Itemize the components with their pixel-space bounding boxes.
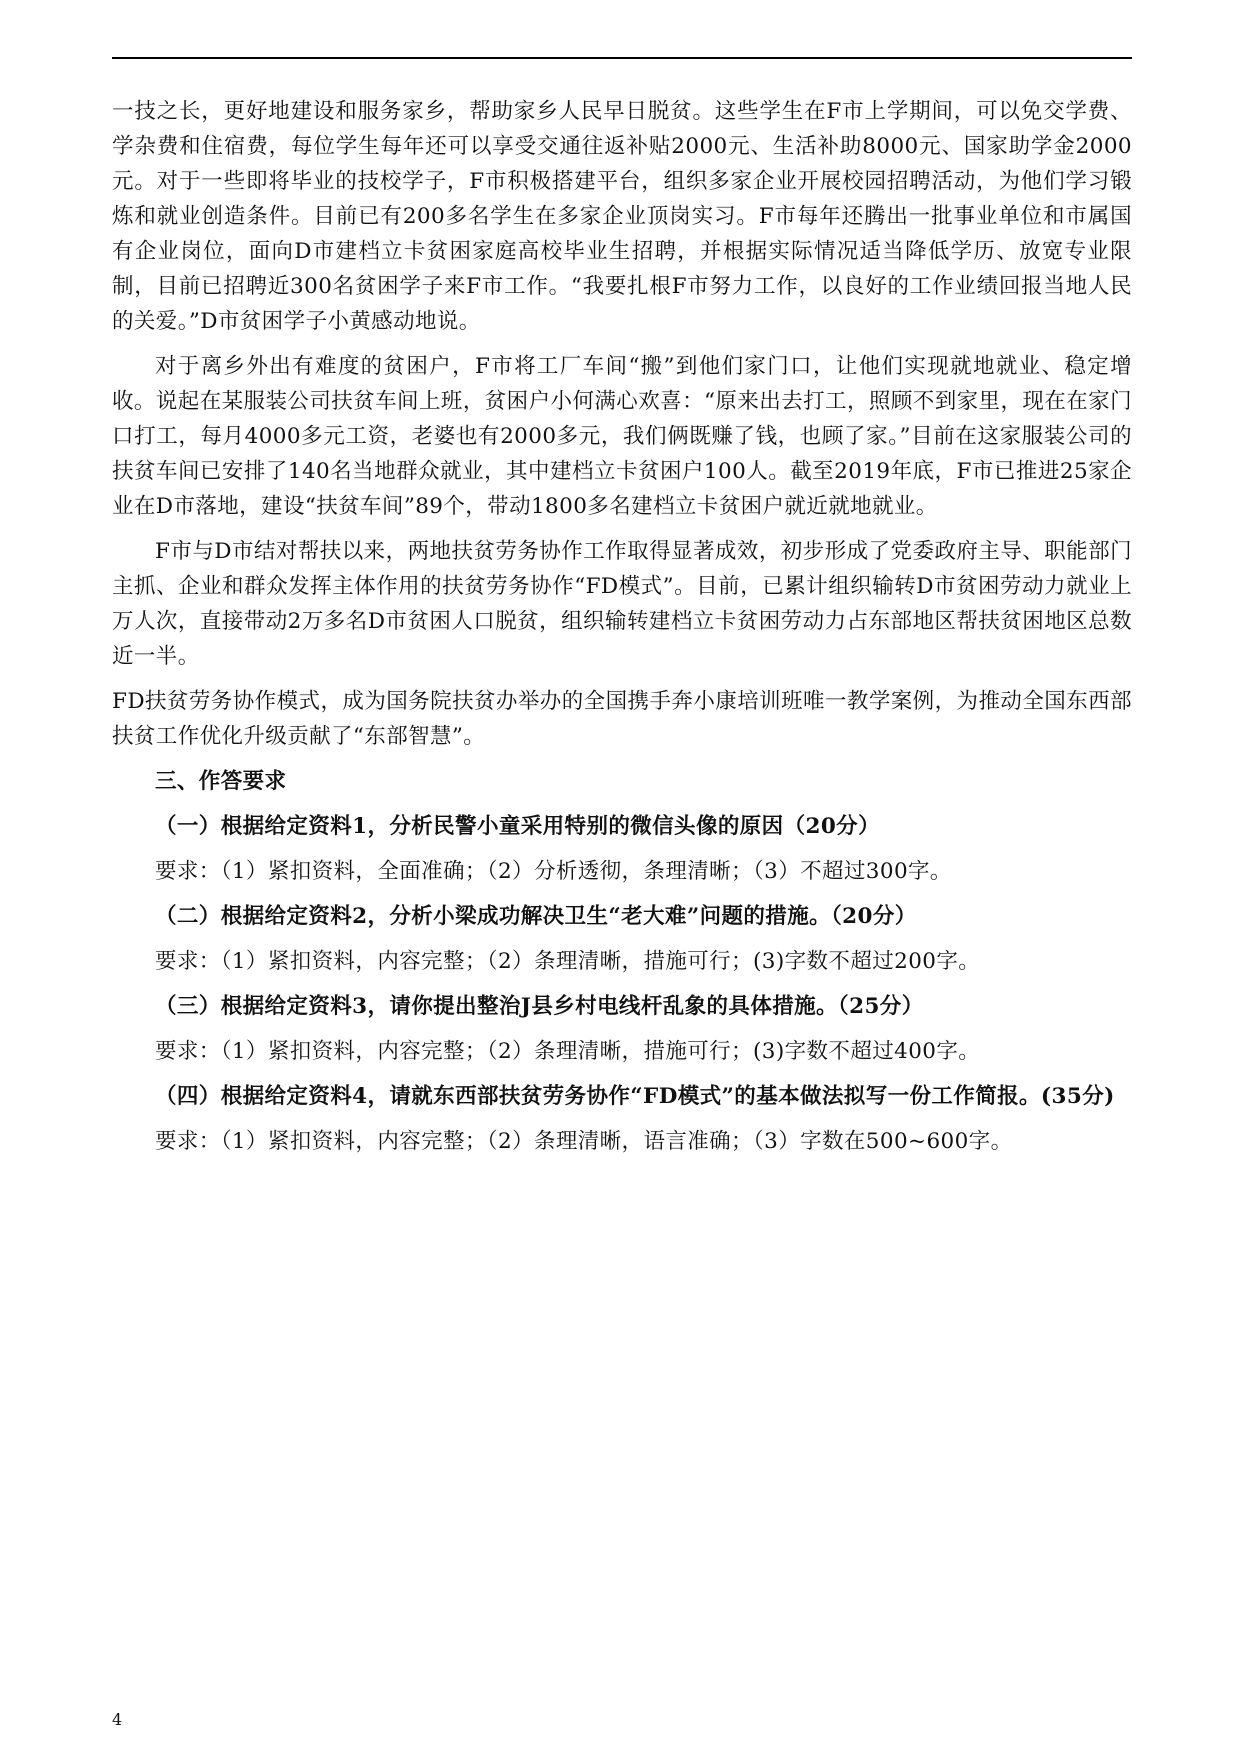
page-number: 4 <box>112 1710 123 1729</box>
question-title: （三）根据给定资料3，请你提出整治J县乡村电线杆乱象的具体措施。（25分） <box>155 994 924 1019</box>
body-paragraph: FD扶贫劳务协作模式，成为国务院扶贫办举办的全国携手奔小康培训班唯一教学案例，为推动全国东西部扶贫工作优化升级贡献了“东部智慧”。 <box>112 689 1132 749</box>
question-requirement: 要求：（1）紧扣资料，内容完整；（2）条理清晰，措施可行；(3)字数不超过400字。 <box>155 1039 981 1064</box>
body-paragraph: 对于离乡外出有难度的贫困户，F市将工厂车间“搬”到他们家门口，让他们实现就地就业、稳定增收。说起在某服装公司扶贫车间上班，贫困户小何满心欢喜：“原来出去打工，照顾不到家里，现在在家门口打工，每月4000多元工资，老婆也有2000多元，我们俩既赚了钱，也顾了家。”目前在这家服装公司的扶贫车间已安排了140名当地群众就业，其中建档立卡贫困户100人。截至2019年底，F市已推进25家企业在D市落地，建设“扶贫车间”89个，带动1800多名建档立卡贫困户就近就地就业。 <box>112 354 1132 519</box>
document-body <box>112 94 1132 1169</box>
question-title: （一）根据给定资料1，分析民警小童采用特别的微信头像的原因（20分） <box>155 814 880 839</box>
body-paragraph: 一技之长，更好地建设和服务家乡，帮助家乡人民早日脱贫。这些学生在F市上学期间，可以免交学费、学杂费和住宿费，每位学生每年还可以享受交通往返补贴2000元、生活补助8000元、国家助学金2000元。对于一些即将毕业的技校学子，F市积极搭建平台，组织多家企业开展校园招聘活动，为他们学习锻炼和就业创造条件。目前已有200多名学生在多家企业顶岗实习。F市每年还腾出一批事业单位和市属国有企业岗位，面向D市建档立卡贫困家庭高校毕业生招聘，并根据实际情况适当降低学历、放宽专业限制，目前已招聘近300名贫困学子来F市工作。“我要扎根F市努力工作，以良好的工作业绩回报当地人民的关爱。”D市贫困学子小黄感动地说。 <box>112 99 1132 334</box>
section-heading: 三、作答要求 <box>155 769 287 794</box>
question-title: （二）根据给定资料2，分析小梁成功解决卫生“老大难”问题的措施。（20分） <box>155 904 917 929</box>
body-paragraph: F市与D市结对帮扶以来，两地扶贫劳务协作工作取得显著成效，初步形成了党委政府主导、职能部门主抓、企业和群众发挥主体作用的扶贫劳务协作“FD模式”。目前，已累计组织输转D市贫困劳动力就业上万人次，直接带动2万多名D市贫困人口脱贫，组织输转建档立卡贫困劳动力占东部地区帮扶贫困地区总数近一半。 <box>112 539 1132 669</box>
question-requirement: 要求：（1）紧扣资料，全面准确；（2）分析透彻，条理清晰；（3）不超过300字。 <box>155 859 952 884</box>
question-requirement: 要求：（1）紧扣资料，内容完整；（2）条理清晰，措施可行；(3)字数不超过200字。 <box>155 949 981 974</box>
question-title: （四）根据给定资料4，请就东西部扶贫劳务协作“FD模式”的基本做法拟写一份工作简报。(35分) <box>155 1084 1115 1109</box>
question-requirement: 要求：（1）紧扣资料，内容完整；（2）条理清晰，语言准确；（3）字数在500~600字。 <box>155 1129 1013 1154</box>
header-rule <box>112 57 1132 59</box>
